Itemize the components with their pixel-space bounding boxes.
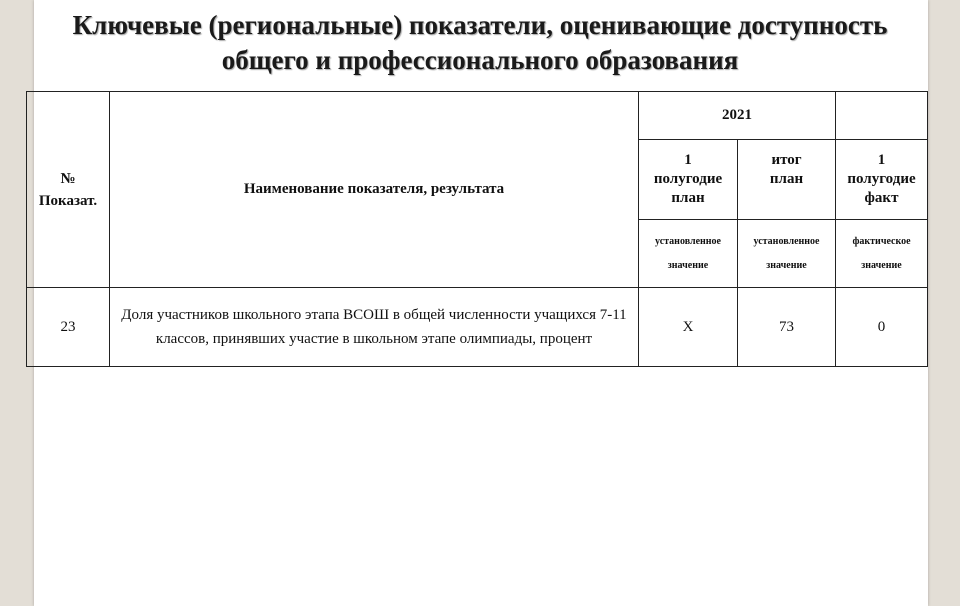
- subheader-plan-half: [639, 140, 738, 220]
- column-header-number-line2: Показат.: [38, 192, 98, 209]
- title-line-2: общего и профессионального образования: [221, 45, 739, 75]
- year-header-empty-cell: [836, 92, 928, 140]
- page-title: [0, 8, 960, 78]
- title-line-1: Ключевые (региональные) показатели, оценивающие доступность: [72, 10, 888, 40]
- indicator-number: 23: [27, 288, 110, 367]
- indicator-name: Доля участников школьного этапа ВСОШ в общей численности учащихся 7-11 классов, принявших участие в школьном этапе олимпиады, процент: [110, 288, 639, 367]
- value-type-fact-half-line2: значение: [861, 259, 902, 271]
- indicators-table: [26, 91, 928, 367]
- subheader-plan-half-line3: план: [671, 190, 705, 206]
- column-header-number-line1: №: [60, 170, 76, 187]
- value-type-plan-total-line2: значение: [766, 259, 807, 271]
- subheader-fact-half: [836, 140, 928, 220]
- value-type-plan-half-line2: значение: [667, 259, 709, 271]
- subheader-plan-total-line3: [738, 189, 835, 208]
- plan-total-value: 73: [738, 288, 836, 367]
- value-type-fact-half-line1: фактическое: [852, 235, 911, 247]
- subheader-fact-half-line3: факт: [864, 190, 899, 206]
- subheader-plan-total-line2: план: [769, 171, 804, 187]
- plan-half-value: Х: [639, 288, 738, 367]
- year-header: 2021: [639, 92, 836, 140]
- column-header-number: [27, 92, 110, 288]
- subheader-plan-half-line1: 1: [684, 152, 692, 168]
- subheader-plan-total: [738, 140, 836, 220]
- subheader-fact-half-line2: полугодие: [847, 171, 916, 187]
- table-row: [27, 288, 928, 367]
- subheader-plan-total-line1: итог: [771, 152, 802, 168]
- value-type-plan-total-line1: установленное: [753, 235, 820, 247]
- header-row-year: [27, 92, 928, 140]
- value-type-plan-half: [639, 220, 738, 288]
- subheader-fact-half-line1: 1: [877, 152, 886, 168]
- column-header-name: Наименование показателя, результата: [110, 92, 639, 288]
- subheader-plan-half-line2: полугодие: [653, 171, 723, 187]
- value-type-fact-half: [836, 220, 928, 288]
- value-type-plan-total: [738, 220, 836, 288]
- fact-half-value: 0: [836, 288, 928, 367]
- value-type-plan-half-line1: установленное: [655, 235, 721, 247]
